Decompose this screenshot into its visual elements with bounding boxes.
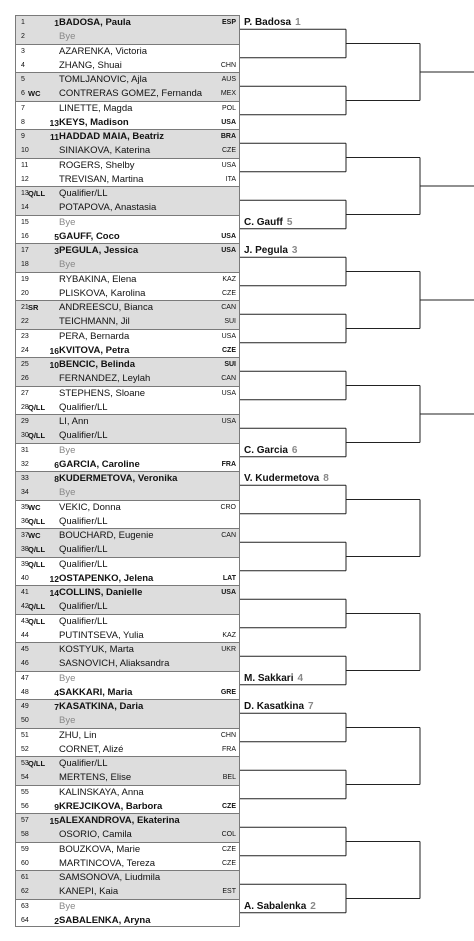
- round2-player-name: C. Gauff: [244, 216, 283, 228]
- player-name: Qualifier/LL: [59, 401, 108, 413]
- player-name: COLLINS, Danielle: [59, 587, 143, 598]
- player-name: ZHANG, Shuai: [59, 59, 122, 71]
- player-name: ROGERS, Shelby: [59, 159, 135, 171]
- player-name: BOUZKOVA, Marie: [59, 843, 141, 855]
- draw-number: 38: [21, 546, 29, 553]
- draw-number: 47: [21, 674, 29, 682]
- draw-number: 29: [21, 418, 29, 425]
- player-name: MARTINCOVA, Tereza: [59, 857, 156, 869]
- player-name: ALEXANDROVA, Ekaterina: [59, 815, 180, 826]
- draw-number: 57: [21, 817, 29, 824]
- player-name: Bye: [59, 259, 76, 270]
- player-name: KVITOVA, Petra: [59, 344, 130, 356]
- round2-player-name: J. Pegula: [244, 245, 288, 257]
- draw-number: 7: [21, 104, 25, 112]
- draw-number: 60: [21, 859, 29, 867]
- country-code: CHN: [220, 61, 236, 69]
- player-name: Qualifier/LL: [59, 544, 108, 555]
- player-name: TEICHMANN, Jil: [59, 316, 130, 327]
- player-name: GARCIA, Caroline: [59, 458, 140, 470]
- draw-number: 61: [21, 874, 29, 881]
- draw-number: 13: [21, 190, 29, 197]
- entry-status-tag: WC: [28, 502, 41, 512]
- player-name: CONTRERAS GOMEZ, Fernanda: [59, 88, 203, 99]
- draw-number: 63: [21, 902, 29, 910]
- draw-number: 48: [21, 688, 29, 696]
- round2-seed-number: 5: [286, 216, 293, 228]
- draw-number: 35: [21, 503, 29, 511]
- country-code: CHN: [220, 731, 236, 739]
- player-name: STEPHENS, Sloane: [59, 387, 146, 399]
- entry-status-tag: Q/LL: [28, 559, 46, 569]
- country-code: CZE: [222, 845, 236, 853]
- entry-status-tag: SR: [28, 303, 39, 312]
- player-name: Qualifier/LL: [59, 430, 108, 441]
- seed-number: 14: [49, 588, 59, 598]
- round2-entry: [244, 901, 316, 913]
- draw-number: 40: [21, 574, 29, 582]
- player-name: VEKIC, Donna: [59, 501, 121, 513]
- country-code: USA: [221, 161, 236, 169]
- draw-number: 12: [21, 175, 29, 183]
- player-name: KALINSKAYA, Anna: [59, 786, 144, 798]
- player-name: OSTAPENKO, Jelena: [59, 572, 154, 584]
- draw-number: 15: [21, 218, 29, 226]
- player-name: KEYS, Madison: [59, 116, 129, 128]
- draw-number: 50: [21, 717, 29, 724]
- player-name: PERA, Bernarda: [59, 330, 130, 342]
- player-name: Bye: [59, 900, 76, 912]
- round2-entry: [244, 17, 301, 29]
- draw-number: 52: [21, 745, 29, 753]
- draw-number: 51: [21, 731, 29, 739]
- player-name: PEGULA, Jessica: [59, 245, 139, 256]
- country-code: CAN: [221, 304, 236, 311]
- draw-number: 44: [21, 631, 29, 639]
- player-name: Qualifier/LL: [59, 758, 108, 769]
- country-code: MEX: [220, 90, 236, 97]
- draw-number: 16: [21, 232, 29, 240]
- player-name: ANDREESCU, Bianca: [59, 302, 153, 313]
- country-code: USA: [221, 247, 236, 254]
- seed-number: 12: [49, 573, 59, 584]
- player-name: SAMSONOVA, Liudmila: [59, 872, 161, 883]
- country-code: FRA: [221, 460, 236, 468]
- draw-number: 43: [21, 617, 29, 625]
- player-name: SAKKARI, Maria: [59, 686, 133, 698]
- draw-number: 3: [21, 47, 25, 55]
- draw-number: 4: [21, 61, 25, 69]
- draw-number: 11: [21, 161, 29, 169]
- player-name: KUDERMETOVA, Veronika: [59, 473, 178, 484]
- player-name: KANEPI, Kaia: [59, 886, 119, 897]
- draw-number: 32: [21, 460, 29, 468]
- country-code: CZE: [222, 147, 236, 154]
- player-name: PLISKOVA, Karolina: [59, 287, 146, 299]
- draw-number: 41: [21, 589, 29, 596]
- seed-number: 4: [54, 687, 59, 698]
- draw-number: 45: [21, 646, 29, 653]
- draw-number: 23: [21, 332, 29, 340]
- player-name: HADDAD MAIA, Beatriz: [59, 131, 165, 142]
- country-code: CZE: [222, 802, 236, 810]
- player-name: FERNANDEZ, Leylah: [59, 373, 151, 384]
- round2-entry: [244, 473, 329, 485]
- round2-seed-number: 7: [308, 701, 314, 713]
- country-code: CAN: [221, 375, 236, 382]
- country-code: BEL: [222, 774, 236, 781]
- draw-number: 36: [21, 517, 29, 525]
- player-name: TOMLJANOVIC, Ajla: [59, 74, 147, 85]
- player-name: BOUCHARD, Eugenie: [59, 530, 154, 541]
- player-name: SINIAKOVA, Katerina: [59, 145, 151, 156]
- seed-number: 7: [54, 702, 59, 712]
- player-name: CORNET, Alizé: [59, 743, 124, 755]
- player-name: Qualifier/LL: [59, 558, 108, 570]
- draw-number: 46: [21, 660, 29, 667]
- draw-number: 56: [21, 802, 29, 810]
- player-name: Bye: [59, 444, 76, 456]
- round2-seed-number: 3: [291, 245, 298, 257]
- player-name: OSORIO, Camila: [59, 829, 132, 840]
- player-name: LI, Ann: [59, 416, 89, 427]
- country-code: UKR: [221, 646, 236, 653]
- country-code: CRO: [220, 503, 236, 511]
- country-code: USA: [221, 118, 236, 126]
- draw-number: 8: [21, 118, 25, 126]
- country-code: USA: [221, 332, 236, 340]
- player-name: TREVISAN, Martina: [59, 173, 144, 185]
- draw-number: 25: [21, 361, 29, 368]
- country-code: ESP: [221, 19, 236, 26]
- country-code: SUI: [224, 361, 236, 368]
- draw-number: 19: [21, 275, 29, 283]
- draw-number: 18: [21, 261, 29, 268]
- player-name: Bye: [59, 672, 76, 684]
- country-code: FRA: [222, 745, 236, 753]
- country-code: AUS: [221, 76, 236, 83]
- player-name: PUTINTSEVA, Yulia: [59, 629, 144, 641]
- round2-player-name: V. Kudermetova: [244, 473, 320, 485]
- player-name: SABALENKA, Aryna: [59, 914, 151, 926]
- round2-player-name: A. Sabalenka: [244, 900, 307, 912]
- draw-number: 59: [21, 845, 29, 853]
- country-code: KAZ: [222, 275, 236, 283]
- player-name: SASNOVICH, Aliaksandra: [59, 658, 170, 669]
- draw-number: 5: [21, 76, 25, 83]
- country-code: POL: [221, 104, 236, 112]
- round2-entry: [244, 445, 297, 457]
- player-name: Bye: [59, 31, 76, 42]
- country-code: SUI: [224, 318, 236, 325]
- draw-number: 1: [21, 19, 25, 26]
- player-name: BENCIC, Belinda: [59, 359, 136, 370]
- draw-number: 34: [21, 489, 29, 496]
- country-code: USA: [221, 589, 236, 596]
- round2-seed-number: 6: [291, 444, 298, 456]
- draw-number: 22: [21, 318, 29, 325]
- draw-number: 9: [21, 133, 25, 140]
- country-code: CZE: [222, 859, 236, 867]
- draw-number: 10: [21, 147, 29, 154]
- country-code: EST: [222, 888, 236, 895]
- draw-number: 30: [21, 432, 29, 439]
- draw-number: 53: [21, 760, 29, 767]
- country-code: GRE: [220, 688, 236, 696]
- seed-number: 11: [50, 132, 59, 142]
- entry-status-tag: Q/LL: [28, 616, 46, 626]
- draw-number: 64: [21, 916, 29, 924]
- seed-number: 5: [54, 231, 59, 242]
- player-name: BADOSA, Paula: [59, 17, 131, 28]
- draw-number: 20: [21, 289, 29, 297]
- player-name: Bye: [59, 715, 76, 726]
- draw-number: 39: [21, 560, 29, 568]
- seed-number: 9: [54, 801, 59, 812]
- round2-seed-number: 8: [323, 473, 329, 485]
- entry-status-tag: Q/LL: [28, 189, 46, 198]
- player-name: Qualifier/LL: [59, 515, 108, 527]
- country-code: BRA: [220, 133, 236, 140]
- player-name: RYBAKINA, Elena: [59, 273, 137, 285]
- entry-status-tag: Q/LL: [28, 516, 46, 526]
- draw-number: 28: [21, 403, 29, 411]
- seed-number: 3: [54, 246, 59, 256]
- round2-entry: [244, 701, 314, 713]
- entry-status-tag: Q/LL: [28, 545, 46, 554]
- entry-status-tag: Q/LL: [28, 402, 46, 412]
- draw-number: 21: [21, 304, 29, 311]
- seed-number: 16: [49, 345, 59, 356]
- country-code: ITA: [225, 175, 236, 183]
- country-code: USA: [221, 418, 236, 425]
- player-name: ZHU, Lin: [59, 729, 97, 741]
- entry-status-tag: Q/LL: [28, 602, 46, 611]
- player-name: MERTENS, Elise: [59, 772, 132, 783]
- round2-player-name: P. Badosa: [244, 17, 292, 29]
- country-code: CZE: [222, 289, 236, 297]
- country-code: CZE: [222, 346, 236, 354]
- round2-seed-number: 2: [310, 900, 316, 912]
- round2-seed-number: 1: [295, 17, 301, 29]
- draw-number: 33: [21, 475, 29, 482]
- round2-player-name: C. Garcia: [244, 444, 288, 456]
- country-code: CAN: [221, 532, 236, 539]
- draw-number: 6: [21, 90, 25, 97]
- draw-number: 54: [21, 774, 29, 781]
- player-name: AZARENKA, Victoria: [59, 45, 147, 57]
- round2-player-name: M. Sakkari: [244, 672, 294, 684]
- player-name: Qualifier/LL: [59, 188, 108, 199]
- draw-number: 55: [21, 788, 29, 796]
- draw-number: 14: [21, 204, 29, 211]
- seed-number: 1: [54, 18, 59, 28]
- round2-entry: [244, 673, 303, 685]
- draw-number: 58: [21, 831, 29, 838]
- round2-entry: [244, 245, 297, 257]
- draw-number: 24: [21, 346, 29, 354]
- entry-status-tag: WC: [28, 531, 41, 540]
- seed-number: 6: [54, 459, 59, 470]
- seed-number: 15: [49, 816, 59, 826]
- player-name: KOSTYUK, Marta: [59, 644, 134, 655]
- country-code: USA: [221, 389, 236, 397]
- player-name: GAUFF, Coco: [59, 230, 120, 242]
- draw-number: 42: [21, 603, 29, 610]
- entry-status-tag: Q/LL: [28, 759, 46, 768]
- draw-number: 62: [21, 888, 29, 895]
- country-code: LAT: [222, 574, 236, 582]
- seed-number: 10: [49, 360, 59, 370]
- round2-player-name: D. Kasatkina: [244, 701, 305, 713]
- draw-number: 26: [21, 375, 29, 382]
- entry-status-tag: WC: [28, 89, 41, 98]
- player-name: KREJCIKOVA, Barbora: [59, 800, 163, 812]
- draw-number: 31: [21, 446, 29, 454]
- player-name: Qualifier/LL: [59, 601, 108, 612]
- entry-status-tag: Q/LL: [28, 431, 46, 440]
- round2-entry: [244, 217, 292, 229]
- draw-number: 2: [21, 33, 25, 40]
- player-name: Bye: [59, 216, 76, 228]
- draw-number: 27: [21, 389, 29, 397]
- seed-number: 2: [54, 915, 59, 926]
- player-name: Bye: [59, 487, 76, 498]
- seed-number: 13: [49, 117, 59, 128]
- round2-seed-number: 4: [297, 672, 304, 684]
- country-code: COL: [221, 831, 236, 838]
- player-name: LINETTE, Magda: [59, 102, 133, 114]
- country-code: KAZ: [222, 631, 236, 639]
- draw-number: 17: [21, 247, 29, 254]
- seed-number: 8: [54, 474, 59, 484]
- player-name: POTAPOVA, Anastasia: [59, 202, 157, 213]
- draw-number: 37: [21, 532, 29, 539]
- draw-number: 49: [21, 703, 29, 710]
- player-name: Qualifier/LL: [59, 615, 108, 627]
- player-name: KASATKINA, Daria: [59, 701, 144, 712]
- country-code: USA: [221, 232, 236, 240]
